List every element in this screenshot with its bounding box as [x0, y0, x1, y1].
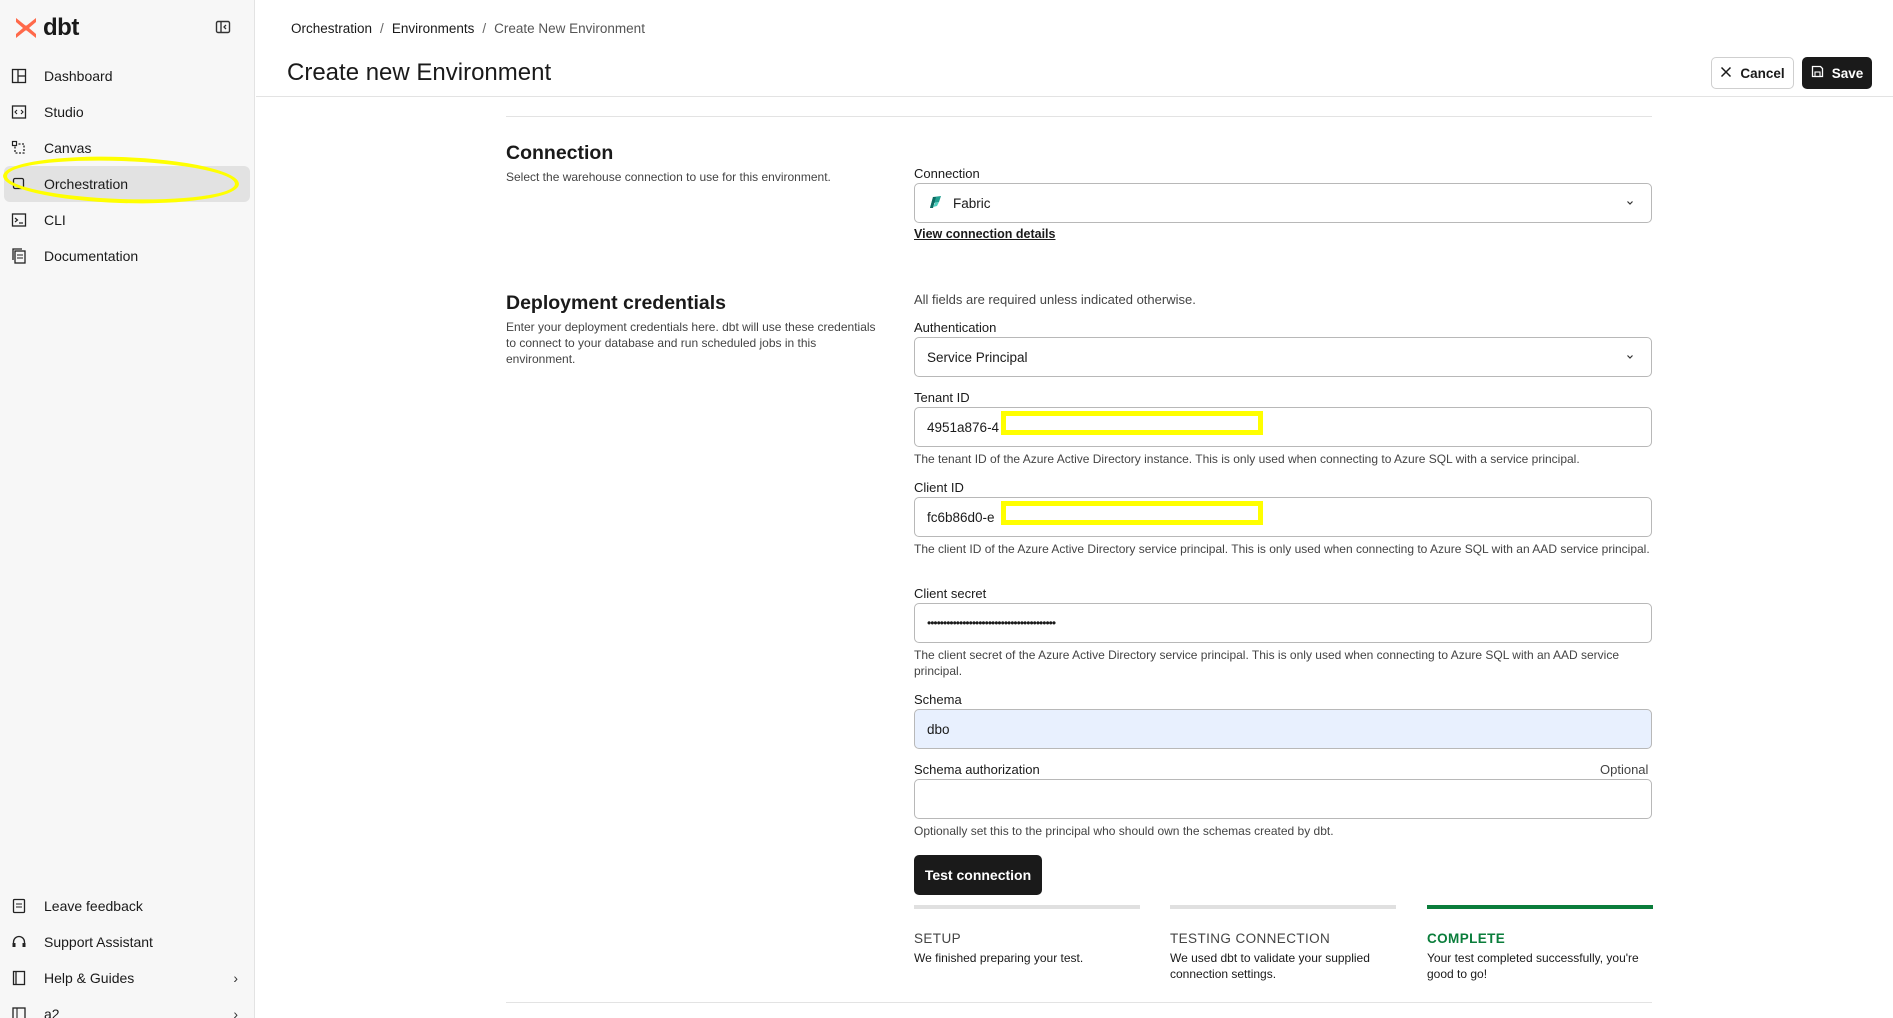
divider	[506, 116, 1652, 117]
fabric-icon	[927, 194, 943, 213]
dbt-logo-icon	[13, 15, 39, 41]
sidebar-item-leave-feedback[interactable]	[4, 888, 250, 924]
docs-icon	[10, 247, 28, 265]
sidebar	[0, 0, 255, 1018]
step-testing-connection	[1170, 905, 1396, 982]
optional-tag: Optional	[1600, 762, 1649, 777]
divider	[506, 1002, 1652, 1003]
sidebar-item-label: Leave feedback	[44, 898, 143, 914]
chevron-icon: ·	[233, 176, 238, 192]
book-icon	[10, 969, 28, 987]
cancel-button[interactable]	[1711, 57, 1794, 89]
authentication-select[interactable]	[914, 337, 1652, 377]
client-id-value: fc6b86d0-e	[927, 509, 995, 525]
redaction-box	[1001, 501, 1263, 525]
collapse-sidebar-icon[interactable]	[214, 18, 232, 36]
page-header	[256, 0, 1893, 97]
client-secret-value: ••••••••••••••••••••••••••••••••••••••••	[927, 616, 1056, 630]
client-secret-input[interactable]	[914, 603, 1652, 643]
step-setup	[914, 905, 1140, 966]
close-icon	[1720, 66, 1732, 81]
connection-value: Fabric	[953, 195, 991, 211]
dashboard-icon	[10, 67, 28, 85]
connection-section-title: Connection	[506, 142, 614, 164]
sidebar-item-canvas[interactable]	[4, 130, 250, 166]
schema-value: dbo	[927, 721, 950, 737]
required-fields-note: All fields are required unless indicated otherwise.	[914, 292, 1196, 307]
save-button[interactable]	[1802, 57, 1872, 89]
step-progress-bar	[914, 905, 1140, 909]
connection-label: Connection	[914, 166, 980, 181]
step-title: SETUP	[914, 931, 962, 946]
sidebar-item-label: CLI	[44, 212, 66, 228]
save-label: Save	[1831, 65, 1864, 81]
view-connection-details-link[interactable]: View connection details	[914, 227, 1056, 241]
client-id-help: The client ID of the Azure Active Directory service principal. This is only used when connecting to Azure SQL with an AAD service principal.	[914, 542, 1650, 556]
sidebar-item-documentation[interactable]	[4, 238, 250, 274]
schema-authorization-label: Schema authorization	[914, 762, 1040, 777]
headset-icon	[10, 933, 28, 951]
breadcrumb-orchestration[interactable]: Orchestration	[291, 21, 373, 36]
sidebar-item-label: Support Assistant	[44, 934, 153, 950]
tenant-id-label: Tenant ID	[914, 390, 970, 405]
save-icon	[1811, 65, 1824, 81]
sidebar-item-account[interactable]	[4, 996, 250, 1018]
sidebar-item-label: Dashboard	[44, 68, 113, 84]
connection-section-description: Select the warehouse connection to use for this environment.	[506, 170, 831, 184]
schema-input[interactable]	[914, 709, 1652, 749]
chevron-right-icon: ›	[233, 970, 238, 986]
sidebar-item-help-guides[interactable]	[4, 960, 250, 996]
step-description: Your test completed successfully, you're good to go!	[1427, 951, 1639, 981]
step-progress-bar	[1170, 905, 1396, 909]
chevron-down-icon	[1625, 350, 1635, 365]
credentials-section-description: Enter your deployment credentials here. dbt will use these credentials to connect to your database and run scheduled jobs in this environment.	[506, 320, 876, 366]
chevron-right-icon: ›	[233, 1006, 238, 1018]
step-progress-bar	[1427, 905, 1653, 909]
sidebar-item-label: a2	[44, 1006, 60, 1018]
account-icon	[10, 1005, 28, 1018]
cancel-label: Cancel	[1740, 65, 1785, 81]
breadcrumb-current: Create New Environment	[494, 21, 645, 36]
step-title: COMPLETE	[1427, 931, 1506, 946]
sidebar-item-support-assistant[interactable]	[4, 924, 250, 960]
step-complete	[1427, 905, 1653, 982]
step-description: We used dbt to validate your supplied connection settings.	[1170, 951, 1370, 981]
sidebar-item-label: Documentation	[44, 248, 139, 264]
client-id-label: Client ID	[914, 480, 964, 495]
sidebar-item-orchestration[interactable]	[4, 166, 250, 202]
test-connection-button[interactable]: Test connection	[914, 855, 1042, 895]
sidebar-item-cli[interactable]	[4, 202, 250, 238]
canvas-icon	[10, 139, 28, 157]
credentials-section-title: Deployment credentials	[506, 292, 726, 314]
tenant-id-value: 4951a876-4	[927, 419, 1000, 435]
sidebar-item-studio[interactable]	[4, 94, 250, 130]
breadcrumb-separator: /	[482, 21, 487, 36]
dbt-logo[interactable]	[13, 14, 79, 42]
step-description: We finished preparing your test.	[914, 951, 1084, 965]
sidebar-item-label: Help & Guides	[44, 970, 135, 986]
chevron-down-icon	[1625, 196, 1635, 211]
authentication-value: Service Principal	[927, 349, 1028, 365]
schema-label: Schema	[914, 692, 962, 707]
sidebar-item-dashboard[interactable]	[4, 58, 250, 94]
brand-name: dbt	[43, 14, 79, 41]
breadcrumb	[291, 21, 645, 36]
feedback-icon	[10, 897, 28, 915]
client-secret-label: Client secret	[914, 586, 987, 601]
bottom-nav	[4, 888, 250, 1018]
orchestration-icon	[10, 175, 28, 193]
schema-authorization-input[interactable]	[914, 779, 1652, 819]
sidebar-item-label: Canvas	[44, 140, 92, 156]
sidebar-item-label: Studio	[44, 104, 84, 120]
authentication-label: Authentication	[914, 320, 997, 335]
schema-authorization-help: Optionally set this to the principal who should own the schemas created by dbt.	[914, 824, 1334, 838]
breadcrumb-environments[interactable]: Environments	[391, 21, 475, 36]
breadcrumb-separator: /	[380, 21, 384, 36]
step-title: TESTING CONNECTION	[1170, 931, 1331, 946]
code-icon	[10, 103, 28, 121]
main-nav	[4, 58, 250, 274]
connection-select[interactable]	[914, 183, 1652, 223]
client-secret-help: The client secret of the Azure Active Directory service principal. This is only used when connecting to Azure SQL with an AAD service principal.	[914, 648, 1619, 678]
sidebar-item-label: Orchestration	[44, 176, 129, 192]
tenant-id-help: The tenant ID of the Azure Active Directory instance. This is only used when connecting to Azure SQL with a service principal.	[914, 452, 1580, 466]
terminal-icon	[10, 211, 28, 229]
page-title: Create new Environment	[287, 59, 552, 86]
redaction-box	[1001, 411, 1263, 435]
